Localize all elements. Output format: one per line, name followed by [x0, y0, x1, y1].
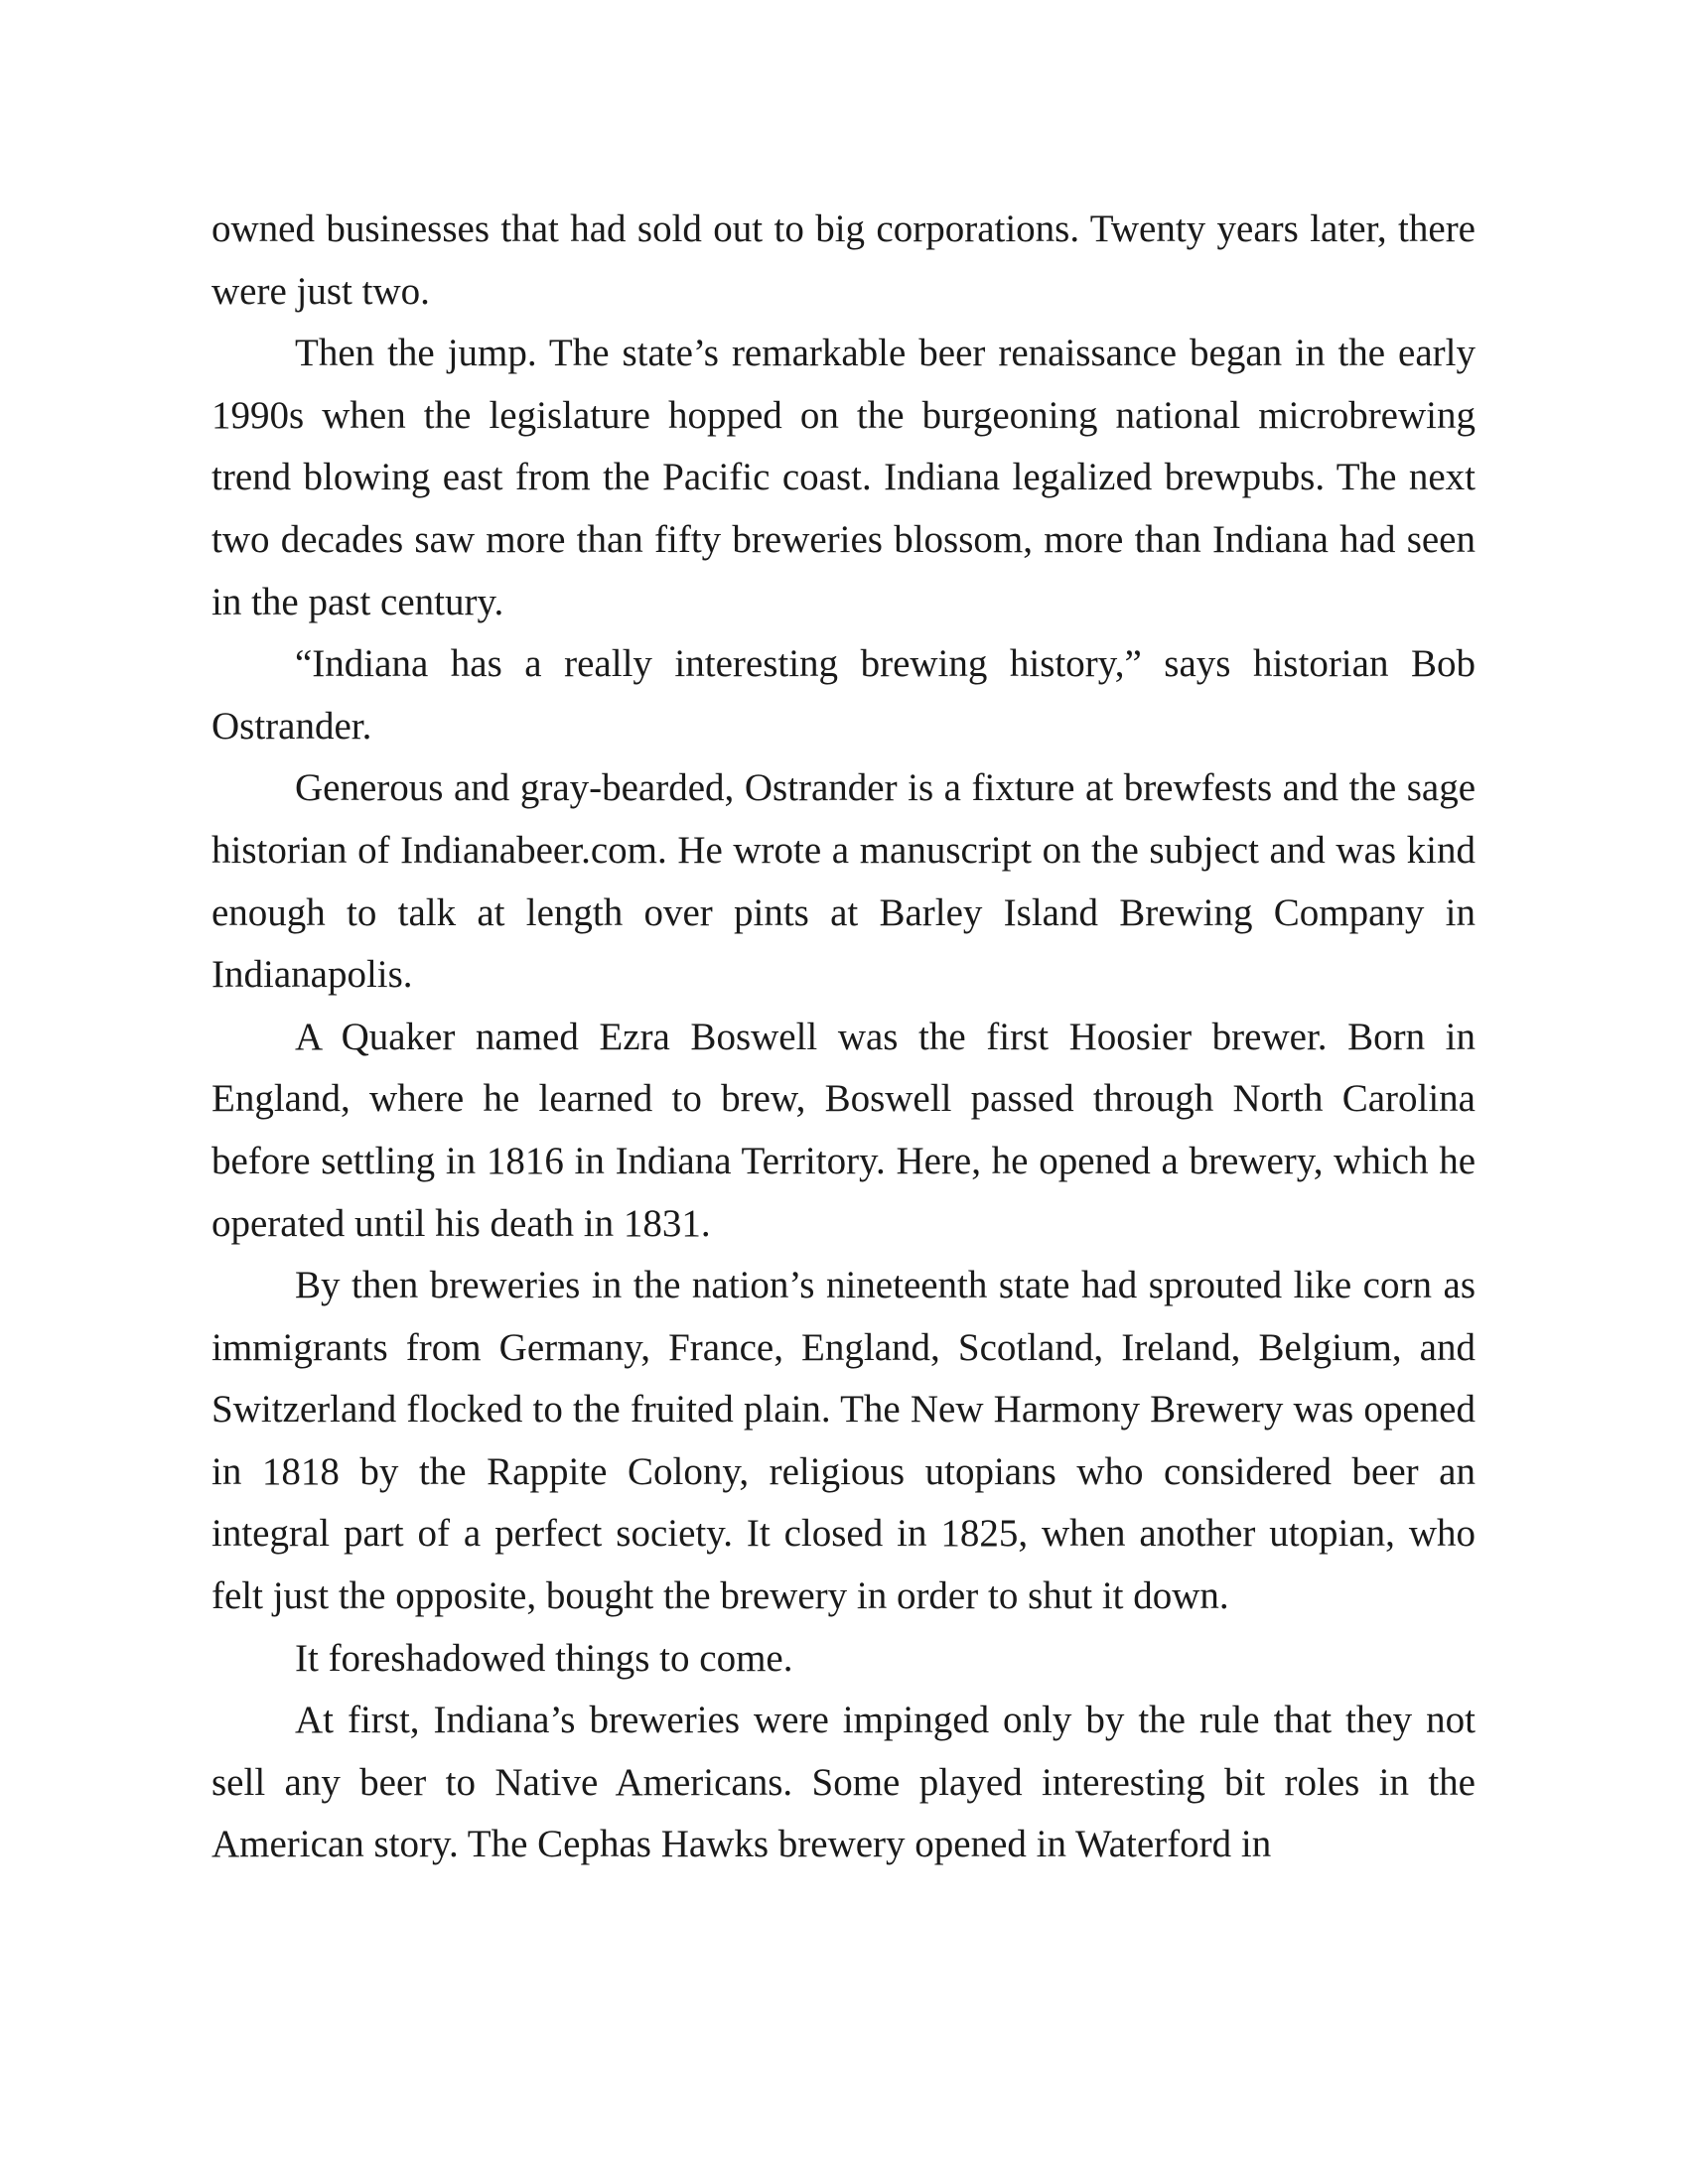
paragraph: Generous and gray-bearded, Ostrander is a fixture at brewfests and the sage historian of Indianabeer.com. He wrote a manuscript on the subject and was kind enough to talk at length over pints at Barley Island Brewing Company in Indianapolis. — [211, 766, 1476, 997]
paragraph: By then breweries in the nation’s nineteenth state had sprouted like corn as immigrants from Germany, France, England, Scotland, Ireland, Belgium, and Switzerland flocked to the fruited plain. The New Harmony Brewery was opened in 1818 by the Rappite Colony, religious utopians who considered beer an integral part of a perfect society. It closed in 1825, when another utopian, who felt just the opposite, bought the brewery in order to shut it down. — [211, 1264, 1476, 1618]
paragraph-continued: owned businesses that had sold out to big corporations. Twenty years later, there were just two. — [211, 207, 1476, 313]
paragraph: It foreshadowed things to come. — [295, 1636, 793, 1680]
paragraph: Then the jump. The state’s remarkable beer renaissance began in the early 1990s when the legislature hopped on the burgeoning national microbrewing trend blowing east from the Pacific coast. Indiana legalized brewpubs. The next two decades saw more than fifty breweries blossom, more than Indiana had seen in the past century. — [211, 332, 1476, 623]
paragraph: A Quaker named Ezra Boswell was the first Hoosier brewer. Born in England, where he learned to brew, Boswell passed through North Carolina before settling in 1816 in Indiana Territory. Here, he opened a brewery, which he operated until his death in 1831. — [211, 1015, 1476, 1245]
document-page — [211, 199, 1476, 1876]
paragraph: “Indiana has a really interesting brewing history,” says historian Bob Ostrander. — [211, 642, 1476, 748]
paragraph: At first, Indiana’s breweries were impinged only by the rule that they not sell any beer to Native Americans. Some played interesting bit roles in the American story. The Cephas Hawks brewery opened in Waterford in — [211, 1699, 1476, 1866]
